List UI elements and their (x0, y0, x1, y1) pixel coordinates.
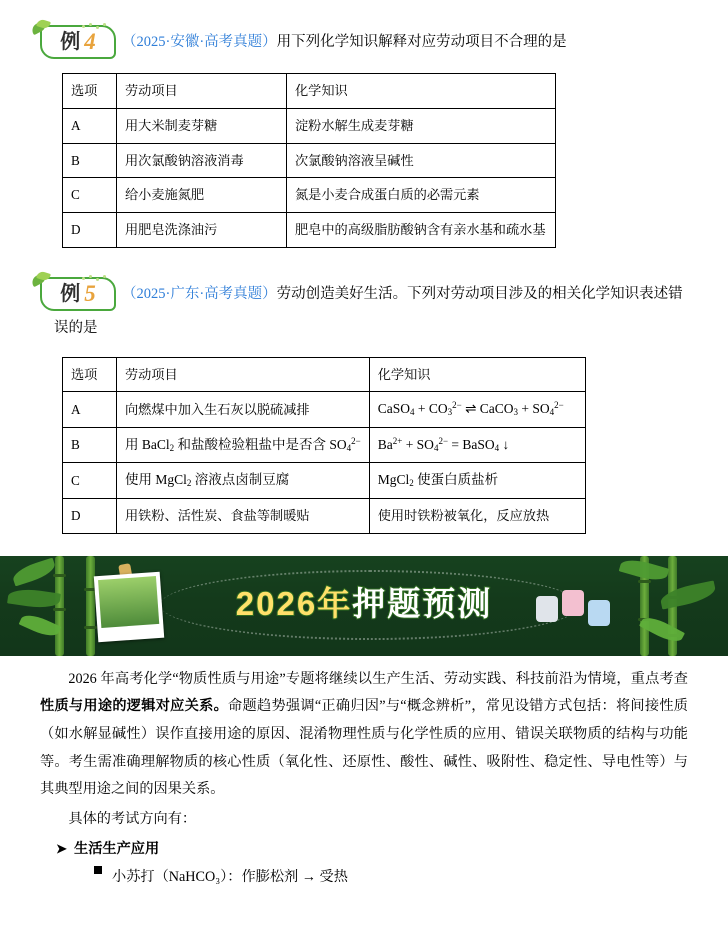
row-task: 用大米制麦芽糖 (117, 108, 287, 143)
row-knowledge: 次氯酸钠溶液呈碱性 (287, 143, 556, 178)
example-5-prompt: 劳动创造美好生活。下列对劳动项目涉及的相关化学知识表述错 (276, 285, 683, 302)
table-row (63, 213, 556, 248)
table-header-knowledge: 化学知识 (287, 74, 556, 109)
leaf-icon (31, 272, 53, 288)
row-task: 用铁粉、活性炭、食盐等制暖贴 (117, 498, 370, 533)
banner-year-suffix: 年 (317, 584, 353, 622)
row-knowledge: MgCl$_2$ 使蛋白质盐析 (369, 463, 585, 499)
example-4-source: （2025·安徽·高考真题） (122, 34, 277, 50)
row-knowledge: $Ba^{2+} + SO_4^{2-}$ = BaSO$_4$ ↓ (369, 427, 585, 463)
example-5-table (62, 357, 586, 534)
table-header-option: 选项 (63, 357, 117, 392)
example-5-badge-number: 5 (84, 280, 96, 306)
dots-decoration-icon (82, 23, 108, 29)
example-5-badge (40, 277, 116, 311)
example-5-prompt-cont: 误的是 (54, 319, 98, 336)
table-header-option: 选项 (63, 74, 117, 109)
table-header-task: 劳动项目 (117, 74, 287, 109)
example-5-source: （2025·广东·高考真题） (122, 285, 277, 302)
example-4-badge-label: 例 (60, 31, 82, 53)
row-task: 使用 MgCl$_2$ 溶液点卤制豆腐 (117, 463, 370, 499)
direction-line (0, 806, 728, 834)
table-row (63, 143, 556, 178)
article-paragraph (0, 666, 728, 804)
dots-decoration-icon (82, 275, 108, 281)
table-row (63, 463, 586, 499)
row-option: B (63, 143, 117, 178)
row-option: A (63, 108, 117, 143)
bullet-level2-label: 小苏打（NaHCO₃）：作膨松剂 → 受热 (112, 869, 348, 886)
example-5-badge-label: 例 (60, 282, 82, 305)
row-knowledge: 使用时铁粉被氧化，反应放热 (369, 498, 585, 533)
example-5-header (40, 276, 688, 311)
leaf-icon (31, 20, 53, 36)
example-5-title (122, 276, 683, 307)
row-option: A (63, 392, 117, 428)
square-bullet-icon (94, 866, 102, 874)
table-row (63, 178, 556, 213)
row-option: C (63, 463, 117, 499)
row-task: 用肥皂洗涤油污 (117, 213, 287, 248)
example-block-4 (0, 0, 728, 248)
example-4-badge-number: 4 (84, 28, 96, 54)
direction-line-text: 具体的考试方向有： (68, 811, 197, 828)
bullet-level1 (0, 836, 728, 864)
arrow-bullet-icon: ➤ (56, 840, 67, 856)
table-header-knowledge: 化学知识 (369, 357, 585, 392)
table-row (63, 108, 556, 143)
prediction-banner (0, 556, 728, 656)
table-row (63, 427, 586, 463)
example-4-title (122, 24, 567, 55)
example-4-table (62, 73, 556, 248)
banner-year: 2026 (235, 584, 318, 622)
row-option: D (63, 498, 117, 533)
row-option: B (63, 427, 117, 463)
table-row (63, 498, 586, 533)
banner-title-text: 押题预测 (352, 584, 493, 622)
example-4-badge (40, 25, 116, 59)
table-row (63, 392, 586, 428)
row-option: C (63, 178, 117, 213)
row-knowledge: 肥皂中的高级脂肪酸钠含有亲水基和疏水基 (287, 213, 556, 248)
row-knowledge: 淀粉水解生成麦芽糖 (287, 108, 556, 143)
example-block-5 (0, 248, 728, 534)
example-4-header (40, 24, 688, 59)
row-knowledge: 氮是小麦合成蛋白质的必需元素 (287, 178, 556, 213)
row-option: D (63, 213, 117, 248)
table-header-row (63, 74, 556, 109)
paragraph-part-3: 命题趋势强调“正确归因”与“概念辨析”，常见设错方式包括：将间接性质（如水解显碱性）误作直接用途的原因、混淆物理性质与化学性质的应用、错误关联物质的结构与功能等。考生需准确理解物质的核心性质（氧化性、还原性、酸性、碱性、吸附性、稳定性、导电性等）与其典型用途之间的因果关系。 (40, 698, 688, 798)
bullet-level2 (0, 864, 728, 892)
table-header-task: 劳动项目 (117, 357, 370, 392)
paragraph-part-2-bold: 性质与用途的逻辑对应关系。 (40, 698, 229, 715)
row-task: 给小麦施氮肥 (117, 178, 287, 213)
example-4-prompt: 用下列化学知识解释对应劳动项目不合理的是 (276, 34, 567, 50)
table-header-row (63, 357, 586, 392)
banner-title (0, 578, 728, 625)
row-task: 用次氯酸钠溶液消毒 (117, 143, 287, 178)
paragraph-part-1: 2026 年高考化学“物质性质与用途”专题将继续以生产生活、劳动实践、科技前沿为情境，重点考查 (68, 670, 688, 687)
bullet-level1-label: 生活生产应用 (74, 840, 160, 857)
row-task: 向燃煤中加入生石灰以脱硫减排 (117, 392, 370, 428)
row-task: 用 BaCl$_2$ 和盐酸检验粗盐中是否含 $SO_4^{2-}$ (117, 427, 370, 463)
row-knowledge: CaSO$_4$ + $CO_3^{2-}$ ⇌ CaCO$_3$ + $SO_4^{2-}$ (369, 392, 585, 428)
